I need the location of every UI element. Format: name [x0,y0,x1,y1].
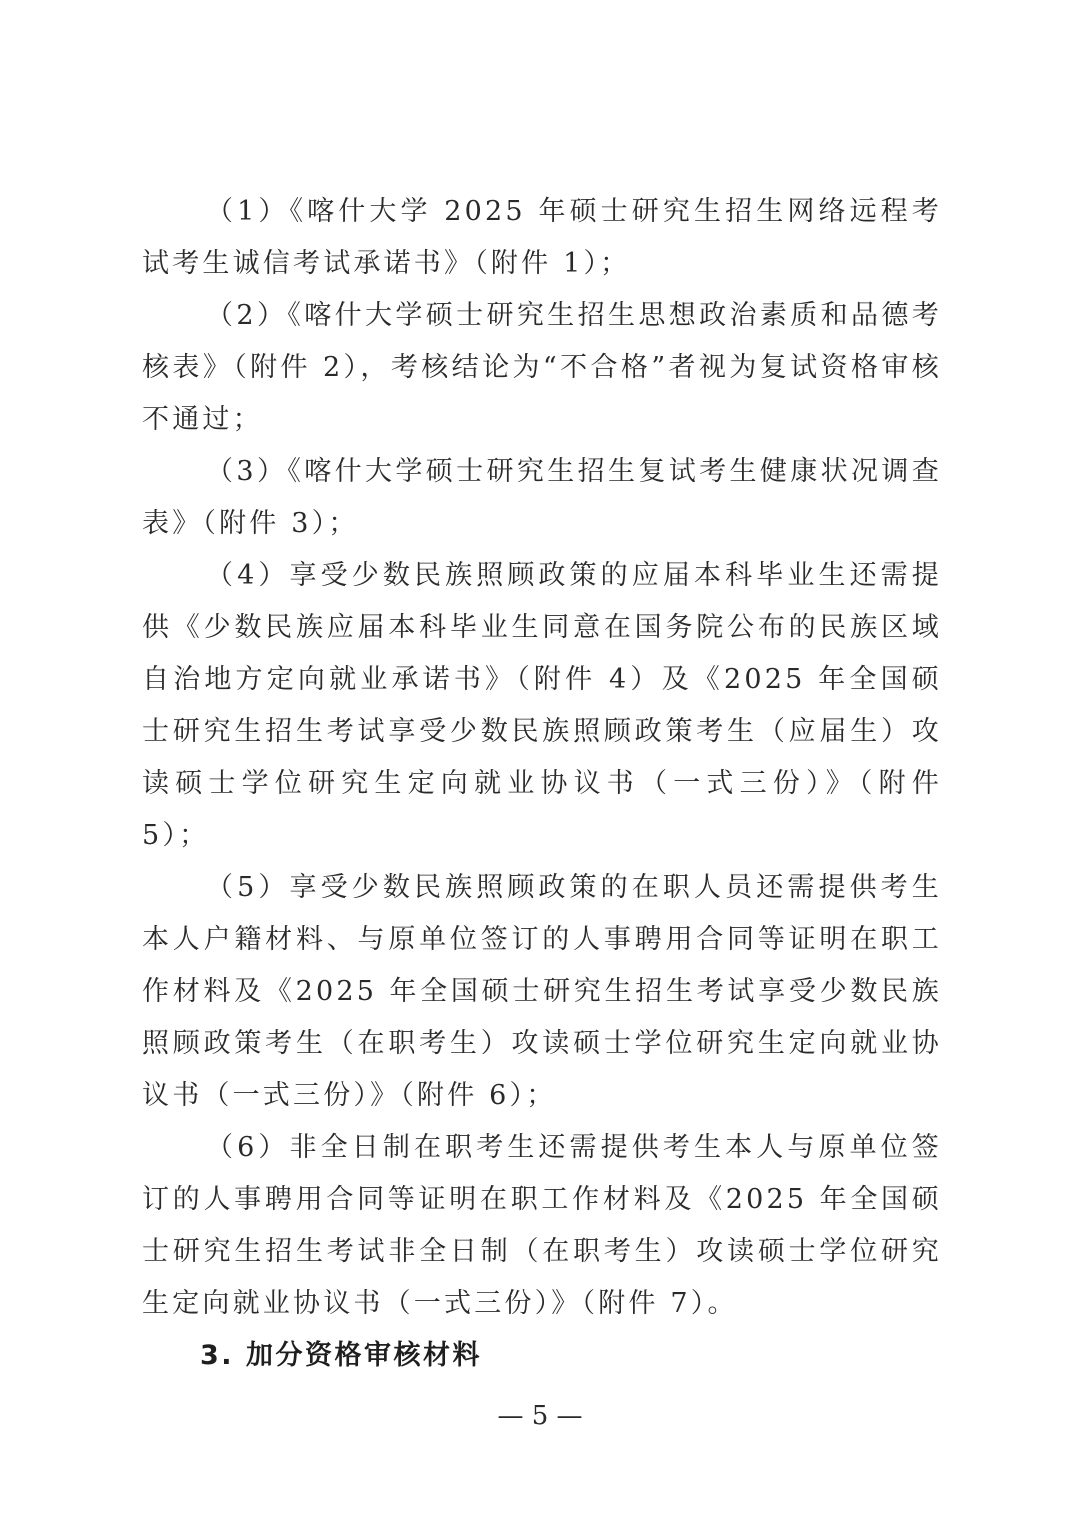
list-item-4: （4）享受少数民族照顾政策的应届本科毕业生还需提供《少数民族应届本科毕业生同意在国务院公布的民族区域自治地方定向就业承诺书》（附件 4）及《2025 年全国硕士研究生招生考试享受少数民族照顾政策考生（应届生）攻读硕士学位研究生定向就业协议书（一式三份）》（附件 5）； [142,560,942,851]
list-item-1: （1）《喀什大学 2025 年硕士研究生招生网络远程考试考生诚信考试承诺书》（附件 1）； [142,196,942,279]
page-number: — 5 — [497,1401,583,1431]
list-item-5: （5）享受少数民族照顾政策的在职人员还需提供考生本人户籍材料、与原单位签订的人事聘用合同等证明在职工作材料及《2025 年全国硕士研究生招生考试享受少数民族照顾政策考生（在职考生）攻读硕士学位研究生定向就业协议书（一式三份）》（附件 6）； [142,872,942,1111]
list-item-3: （3）《喀什大学硕士研究生招生复试考生健康状况调查表》（附件 3）； [142,456,942,539]
section-heading: 3. 加分资格审核材料 [200,1340,482,1371]
list-item-2: （2）《喀什大学硕士研究生招生思想政治素质和品德考核表》（附件 2），考核结论为“不合格”者视为复试资格审核不通过； [142,300,942,435]
document-body [142,186,942,1382]
list-item-6: （6）非全日制在职考生还需提供考生本人与原单位签订的人事聘用合同等证明在职工作材料及《2025 年全国硕士研究生招生考试非全日制（在职考生）攻读硕士学位研究生定向就业协议书（一式三份）》（附件 7）。 [142,1132,942,1319]
